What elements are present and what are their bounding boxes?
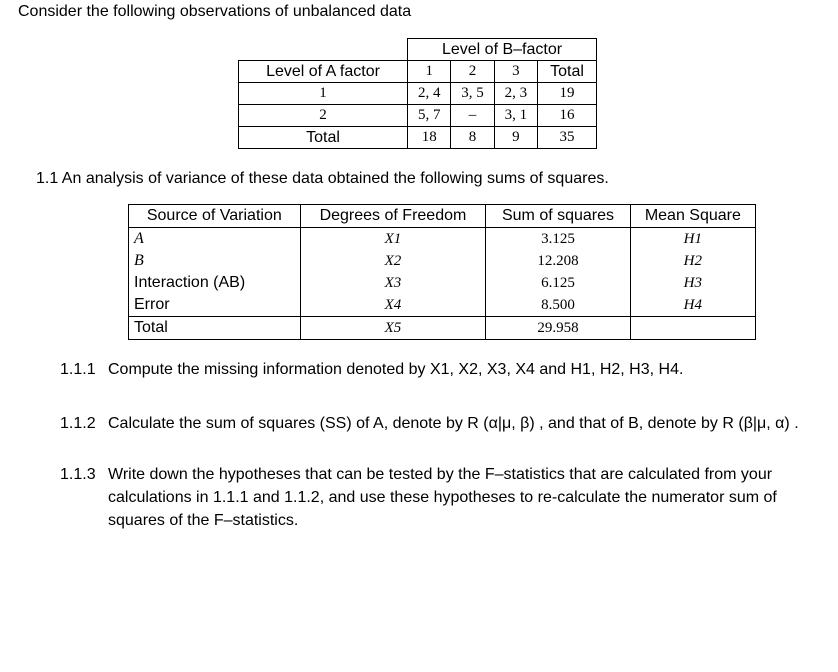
total-header: Total xyxy=(538,61,597,83)
cell: 2, 3 xyxy=(494,83,537,105)
source: A xyxy=(129,228,301,251)
question-number: 1.1.3 xyxy=(60,466,96,483)
df: X1 xyxy=(300,228,486,251)
header-ms: Mean Square xyxy=(630,205,755,228)
question-1-1-1 xyxy=(60,358,684,381)
a-level: 1 xyxy=(239,83,408,105)
b-factor-header: Level of B–factor xyxy=(408,39,597,61)
source: Total xyxy=(129,317,301,340)
empty-corner xyxy=(239,39,408,61)
ss: 6.125 xyxy=(486,272,630,294)
cell: 2, 4 xyxy=(408,83,451,105)
table-row xyxy=(129,228,756,251)
column-total: 8 xyxy=(451,127,494,149)
df: X3 xyxy=(300,272,486,294)
total-row xyxy=(239,127,597,149)
ss: 3.125 xyxy=(486,228,630,251)
total-label: Total xyxy=(239,127,408,149)
header-source: Source of Variation xyxy=(129,205,301,228)
intro-text: Consider the following observations of unbalanced data xyxy=(18,3,412,20)
source: Interaction (AB) xyxy=(129,272,301,294)
question-text: Calculate the sum of squares (SS) of A, denote by R (α|μ, β) , and that of B, denote by R (β|μ, α) . xyxy=(108,415,799,432)
observations-table xyxy=(238,38,597,149)
ss: 29.958 xyxy=(486,317,630,340)
row-total: 19 xyxy=(538,83,597,105)
table-row xyxy=(129,250,756,272)
question-number: 1.1.2 xyxy=(60,415,96,432)
question-text: Compute the missing information denoted by X1, X2, X3, X4 and H1, H2, H3, H4. xyxy=(108,361,684,378)
df: X5 xyxy=(300,317,486,340)
question-1-1-3 xyxy=(60,463,777,529)
b-level-2: 2 xyxy=(451,61,494,83)
a-factor-header: Level of A factor xyxy=(239,61,408,83)
ms: H2 xyxy=(630,250,755,272)
ms xyxy=(630,317,755,340)
column-total: 9 xyxy=(494,127,537,149)
ss: 8.500 xyxy=(486,294,630,317)
df: X4 xyxy=(300,294,486,317)
ms: H4 xyxy=(630,294,755,317)
table-row xyxy=(129,317,756,340)
anova-table xyxy=(128,204,756,340)
table-row xyxy=(129,294,756,317)
question-text: Write down the hypotheses that can be tested by the F–statistics that are calculated from your calculations in 1.1.1 and 1.1.2, and use these hypotheses to re-calculate the numerator sum of squares of the F–statistics. xyxy=(108,466,777,529)
b-level-3: 3 xyxy=(494,61,537,83)
question-number: 1.1.1 xyxy=(60,361,96,378)
source: Error xyxy=(129,294,301,317)
ms: H3 xyxy=(630,272,755,294)
table-row xyxy=(239,105,597,127)
grand-total: 35 xyxy=(538,127,597,149)
a-level: 2 xyxy=(239,105,408,127)
header-ss: Sum of squares xyxy=(486,205,630,228)
question-1-1: 1.1 An analysis of variance of these data obtained the following sums of squares. xyxy=(36,170,609,187)
table-row xyxy=(239,83,597,105)
source: B xyxy=(129,250,301,272)
ms: H1 xyxy=(630,228,755,251)
cell: 3, 1 xyxy=(494,105,537,127)
ss: 12.208 xyxy=(486,250,630,272)
b-level-1: 1 xyxy=(408,61,451,83)
row-total: 16 xyxy=(538,105,597,127)
question-1-1-2 xyxy=(60,412,799,435)
column-total: 18 xyxy=(408,127,451,149)
df: X2 xyxy=(300,250,486,272)
cell: – xyxy=(451,105,494,127)
table-row xyxy=(129,272,756,294)
cell: 5, 7 xyxy=(408,105,451,127)
cell: 3, 5 xyxy=(451,83,494,105)
header-df: Degrees of Freedom xyxy=(300,205,486,228)
